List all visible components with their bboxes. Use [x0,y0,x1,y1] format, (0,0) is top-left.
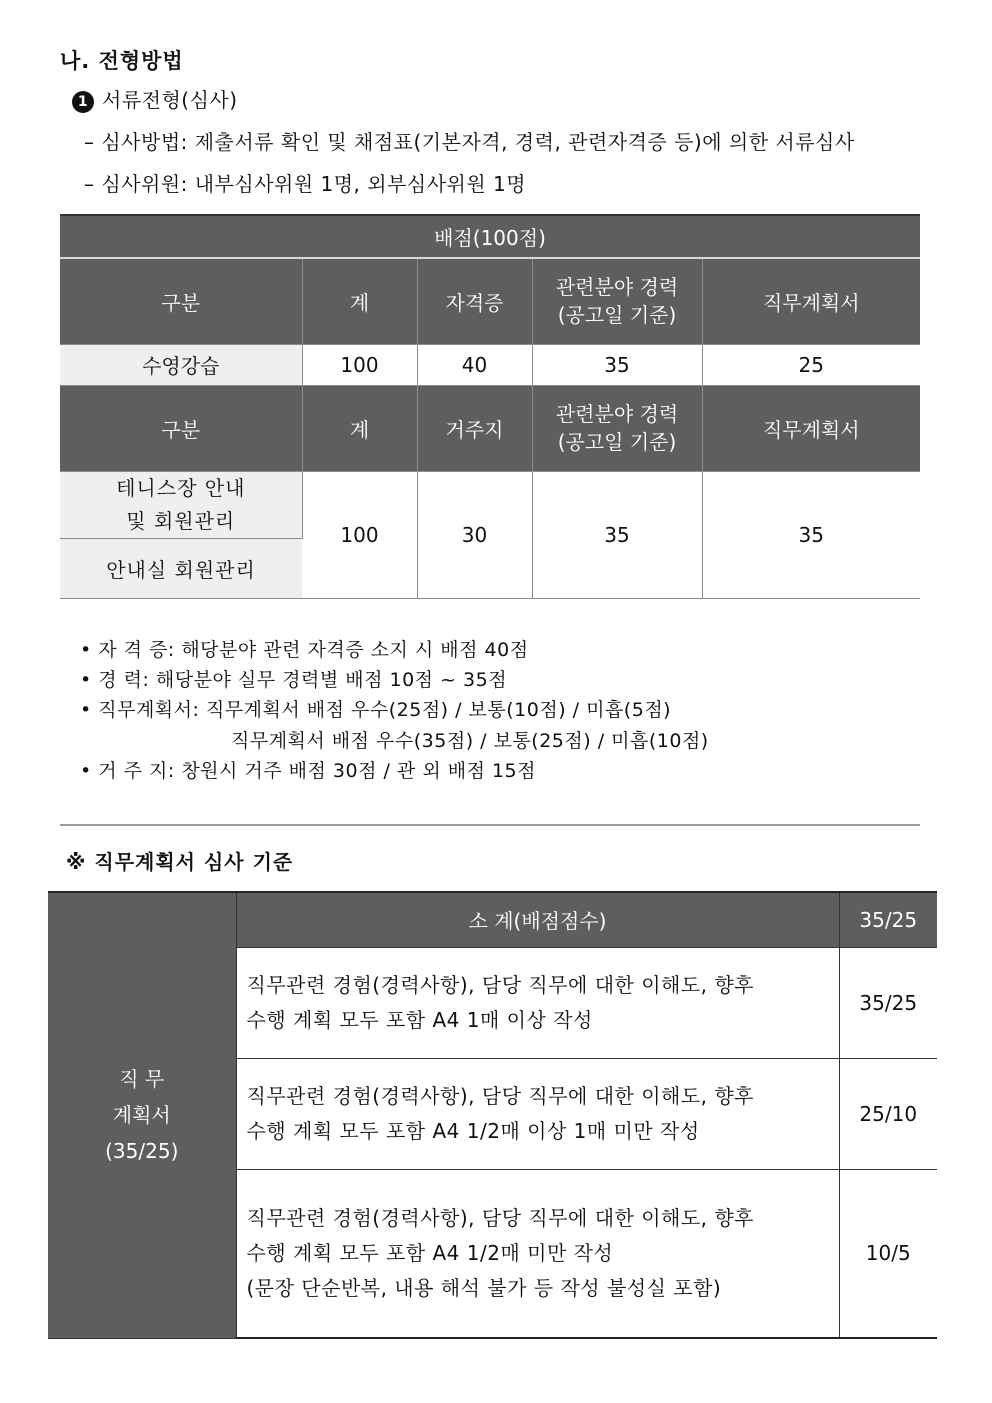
note-job-plan-alt: 직무계획서 배점 우수(35점) / 보통(25점) / 미흡(10점) [231,730,709,752]
criteria-row-1-score: 35/25 [839,947,937,1058]
cell-total: 100 [302,344,417,385]
cell2-experience: 35 [532,471,702,598]
side-label-line3: (35/25) [105,1139,179,1164]
subtotal-score: 35/25 [839,892,937,947]
header2-job-plan: 직무계획서 [702,385,920,471]
criteria-row-3 [236,1169,839,1338]
row-label-tennis [60,471,302,538]
criteria-row-1 [236,947,839,1058]
criteria-row-3-score: 10/5 [839,1169,937,1338]
cell2-job-plan: 35 [702,471,920,598]
note-residence: • 거 주 지: 창원시 거주 배점 30점 / 관 외 배점 15점 [80,760,537,782]
bullet-review-committee: – 심사위원: 내부심사위원 1명, 외부심사위원 1명 [84,172,527,196]
header-category: 구분 [60,258,302,344]
section-divider [60,824,920,826]
side-label-line1: 직 무 [119,1067,165,1092]
cell2-residence: 30 [417,471,532,598]
criteria-row-3-line1: 직무관련 경험(경력사항), 담당 직무에 대한 이해도, 향후 [246,1205,755,1230]
subtotal-label: 소 계(배점점수) [236,892,839,947]
criteria-row-2-line2: 수행 계획 모두 포함 A4 1/2매 이상 1매 미만 작성 [246,1118,700,1143]
cell2-total: 100 [302,471,417,598]
criteria-row-2 [236,1058,839,1169]
note-job-plan: • 직무계획서: 직무계획서 배점 우수(25점) / 보통(10점) / 미흡(5점) [80,699,672,721]
header2-residence: 거주지 [417,385,532,471]
cell-job-plan: 25 [702,344,920,385]
header2-experience [532,385,702,471]
cell-experience: 35 [532,344,702,385]
criteria-row-2-score: 25/10 [839,1058,937,1169]
header2-category: 구분 [60,385,302,471]
header2-experience-line2: (공고일 기준) [557,430,677,454]
criteria-title: ※ 직무계획서 심사 기준 [66,850,294,874]
step-title: 서류전형(심사) [102,88,238,112]
header2-total: 계 [302,385,417,471]
header-experience [532,258,702,344]
header-job-plan: 직무계획서 [702,258,920,344]
note-experience: • 경 력: 해당분야 실무 경력별 배점 10점 ~ 35점 [80,669,508,691]
cell-certificate: 40 [417,344,532,385]
section-title: 나. 전형방법 [60,49,184,73]
header2-experience-line1: 관련분야 경력 [555,402,679,426]
row-label-info-desk: 안내실 회원관리 [60,538,302,598]
score-table [60,214,920,599]
note-certificate: • 자 격 증: 해당분야 관련 자격증 소지 시 배점 40점 [80,639,529,661]
header-total: 계 [302,258,417,344]
row-label-swimming: 수영강습 [60,344,302,385]
step-number-icon: 1 [72,91,94,113]
criteria-row-1-line2: 수행 계획 모두 포함 A4 1매 이상 작성 [246,1007,593,1032]
bullet-review-method: – 심사방법: 제출서류 확인 및 채점표(기본자격, 경력, 관련자격증 등)에 의한 서류심사 [84,130,855,154]
header-certificate: 자격증 [417,258,532,344]
header-experience-line2: (공고일 기준) [557,303,677,328]
row-label-tennis-line1: 테니스장 안내 [116,475,246,500]
row-label-tennis-line2: 및 회원관리 [126,508,236,533]
header-experience-line1: 관련분야 경력 [555,275,679,300]
criteria-row-2-line1: 직무관련 경험(경력사항), 담당 직무에 대한 이해도, 향후 [246,1083,755,1108]
criteria-row-3-line2: 수행 계획 모두 포함 A4 1/2매 미만 작성 [246,1240,614,1265]
step-heading [72,84,238,113]
criteria-row-3-line3: (문장 단순반복, 내용 해석 불가 등 작성 불성실 포함) [246,1275,722,1300]
criteria-side-label [48,892,236,1338]
criteria-table [48,891,937,1339]
side-label-line2: 계획서 [112,1103,171,1128]
score-table-title: 배점(100점) [60,215,920,258]
criteria-row-1-line1: 직무관련 경험(경력사항), 담당 직무에 대한 이해도, 향후 [246,972,755,997]
